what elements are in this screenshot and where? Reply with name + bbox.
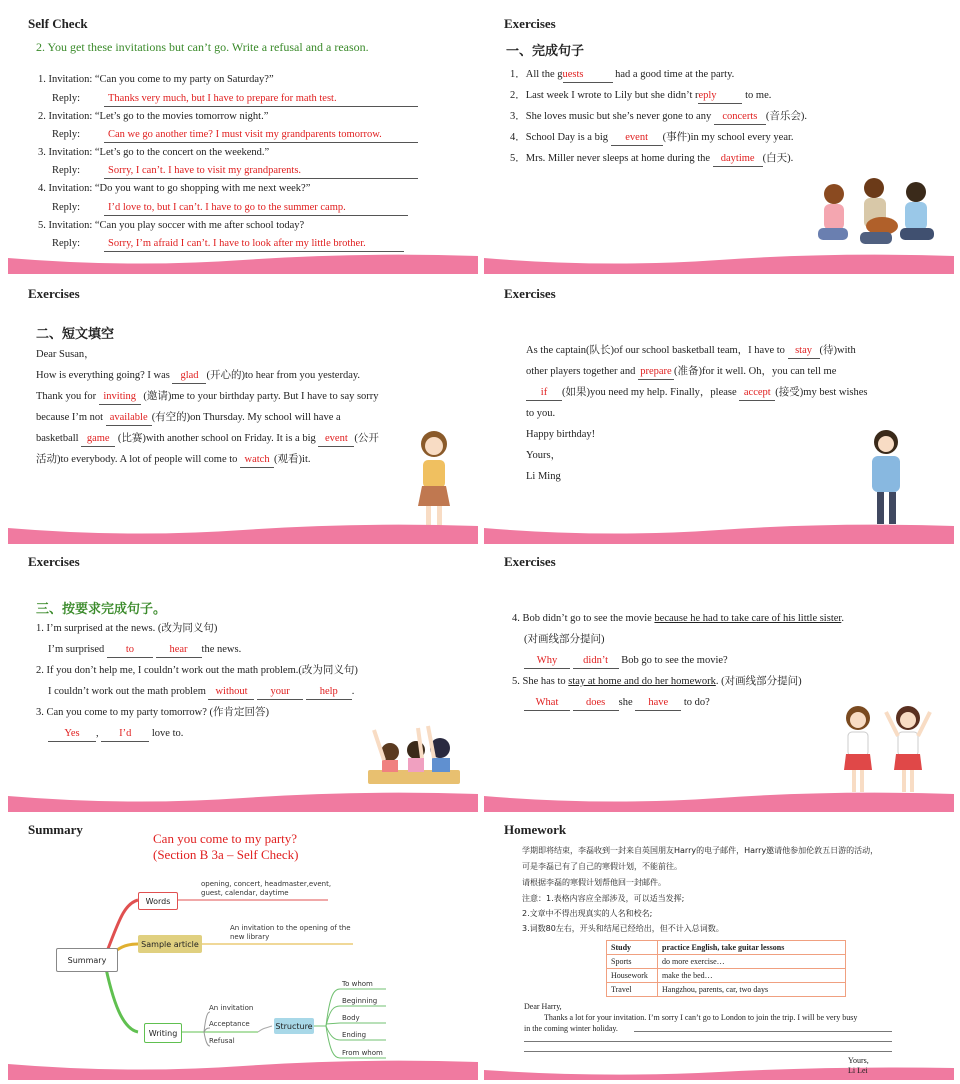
slide-exercises-2 bbox=[8, 278, 478, 544]
reply-2: Can we go another time? I must visit my grandparents tomorrow. bbox=[104, 128, 418, 143]
pink-wave-decoration bbox=[8, 250, 478, 274]
structure-item-5: From whom bbox=[342, 1049, 383, 1057]
mindmap-root: Summary bbox=[56, 948, 118, 972]
structure-item-4: Ending bbox=[342, 1031, 367, 1039]
slide-exercises-3 bbox=[484, 278, 954, 544]
letter-line-5: 活动)to everybody. A lot of people will come to watch (观看)it. bbox=[36, 453, 311, 468]
letter-line-4: basketball game (比赛)with another school on Friday. It is a big event (公开 bbox=[36, 432, 379, 447]
students-raising-hands-illustration bbox=[364, 722, 464, 794]
homework-paragraph-3: 请根据李磊的寒假计划帮他回一封邮件。 bbox=[522, 878, 666, 887]
question-3: 3. Can you come to my party tomorrow? (作肯定回答) bbox=[36, 707, 269, 718]
sentence-4: 4．School Day is a big event (事件)in my school every year. bbox=[510, 131, 794, 146]
sentence-3: 3．She loves music but she’s never gone to any concerts (音乐会). bbox=[510, 110, 807, 125]
pink-wave-decoration bbox=[484, 1056, 954, 1080]
sentence-5: 5．Mrs. Miller never sleeps at home during the daytime (白天). bbox=[510, 152, 793, 167]
mindmap-writing: Writing bbox=[144, 1023, 182, 1043]
slide-exercises-1 bbox=[484, 8, 954, 274]
sentence-1: 1．All the guests had a good time at the party. bbox=[510, 68, 734, 83]
pink-wave-decoration bbox=[8, 520, 478, 544]
sentence-2: 2．Last week I wrote to Lily but she didn’t reply to me. bbox=[510, 89, 771, 104]
letter-line-1: How is everything going? I was glad (开心的)to hear from you yesterday. bbox=[36, 369, 360, 384]
reply-label: Reply: bbox=[52, 93, 80, 104]
answer-1: I’m surprised to hear the news. bbox=[48, 643, 241, 658]
answer-2: I couldn’t work out the math problem without your help . bbox=[48, 685, 354, 700]
answer-4: Why didn’t Bob go to see the movie? bbox=[524, 654, 728, 669]
sample-detail-1: An invitation to the opening of the bbox=[230, 924, 351, 932]
reply-3: Sorry, I can’t. I have to visit my grandparents. bbox=[104, 164, 418, 179]
table-row: Housework make the bed… bbox=[607, 969, 846, 983]
writing-line bbox=[524, 1041, 892, 1042]
reply-label: Reply: bbox=[52, 238, 80, 249]
pink-wave-decoration bbox=[484, 250, 954, 274]
letter-line-2: other players together and prepare (准备)for it well. Oh，you can tell me bbox=[526, 365, 836, 380]
structure-item-3: Body bbox=[342, 1014, 360, 1022]
slide-self-check bbox=[8, 8, 478, 274]
email-greeting: Dear Harry, bbox=[524, 1002, 562, 1011]
words-detail-1: opening, concert, headmaster,event, bbox=[201, 880, 332, 888]
words-detail-2: guest, calendar, daytime bbox=[201, 889, 289, 897]
email-body-1: Thanks a lot for your invitation. I’m sorry I can’t go to London to join the trip. I will be very busy bbox=[544, 1013, 858, 1022]
mindmap-words: Words bbox=[138, 892, 178, 910]
homework-note-2: 2.文章中不得出现真实的人名和校名; bbox=[522, 909, 653, 918]
slide-title: Exercises bbox=[504, 554, 556, 569]
table-row: Sports do more exercise… bbox=[607, 955, 846, 969]
invitation-4: 4. Invitation: “Do you want to go shopping with me next week?” bbox=[38, 183, 311, 194]
slide-title: Self Check bbox=[28, 16, 88, 31]
slide-summary bbox=[8, 814, 478, 1080]
mindmap-sample-article: Sample article bbox=[138, 935, 202, 953]
letter-line-3: if (如果)you need my help. Finally，please accept (接受)my best wishes bbox=[526, 386, 867, 401]
students-guitar-illustration bbox=[804, 176, 944, 260]
answer-3: Yes , I’d love to. bbox=[48, 727, 183, 742]
email-body-2: in the coming winter holiday. bbox=[524, 1024, 618, 1033]
section-heading: 二、短文填空 bbox=[36, 327, 115, 342]
writing-line bbox=[634, 1031, 892, 1032]
question-4: 4. Bob didn’t go to see the movie because he had to take care of his little sister. bbox=[512, 613, 844, 624]
reply-label: Reply: bbox=[52, 129, 80, 140]
letter-signature: Li Ming bbox=[526, 471, 561, 482]
invitation-3: 3. Invitation: “Let’s go to the concert on the weekend.” bbox=[38, 147, 270, 158]
section-heading: 一、完成句子 bbox=[506, 44, 585, 59]
summary-subheading: (Section B 3a – Self Check) bbox=[153, 847, 299, 862]
email-closing: Yours, bbox=[848, 1056, 869, 1065]
letter-line-1: As the captain(队长)of our school basketball team，I have to stay (待)with bbox=[526, 344, 856, 359]
slide-title: Exercises bbox=[28, 554, 80, 569]
slide-title: Exercises bbox=[504, 286, 556, 301]
structure-item-2: Beginning bbox=[342, 997, 378, 1005]
pink-wave-decoration bbox=[484, 520, 954, 544]
reply-label: Reply: bbox=[52, 202, 80, 213]
invitation-1: 1. Invitation: “Can you come to my party on Saturday?” bbox=[38, 74, 274, 85]
question-2: 2. If you don’t help me, I couldn’t work out the math problem.(改为同义句) bbox=[36, 665, 358, 676]
letter-greeting: Dear Susan， bbox=[36, 349, 95, 360]
summary-heading: Can you come to my party? bbox=[153, 831, 298, 846]
slide-title: Exercises bbox=[28, 286, 80, 301]
slide-title: Exercises bbox=[504, 16, 556, 31]
reply-label: Reply: bbox=[52, 165, 80, 176]
writing-item-1: An invitation bbox=[209, 1004, 254, 1012]
table-row: Travel Hangzhou, parents, car, two days bbox=[607, 983, 846, 997]
email-signature: Li Lei bbox=[848, 1066, 868, 1075]
answer-5: What does she have to do? bbox=[524, 696, 710, 711]
slide-exercises-5 bbox=[484, 546, 954, 812]
homework-note-3: 3.词数80左右，开头和结尾已经给出，但不计入总词数。 bbox=[522, 924, 724, 933]
reply-4: I’d love to, but I can’t. I have to go to the summer camp. bbox=[104, 201, 408, 216]
writing-line bbox=[524, 1051, 892, 1052]
letter-line-5: Happy birthday! bbox=[526, 429, 596, 440]
letter-closing: Yours， bbox=[526, 450, 562, 461]
homework-paragraph-1: 学期即将结束，李磊收到一封来自英国朋友Harry的电子邮件，Harry邀请他参加伦敦五日游的活动， bbox=[522, 846, 879, 855]
invitation-5: 5. Invitation: “Can you play soccer with me after school today? bbox=[38, 220, 305, 231]
slide-exercises-4 bbox=[8, 546, 478, 812]
sample-detail-2: new library bbox=[230, 933, 270, 941]
question-1: 1. I’m surprised at the news. (改为同义句) bbox=[36, 623, 218, 634]
homework-note-1: 注意：1.表格内容应全部涉及，可以适当发挥; bbox=[522, 894, 685, 903]
slide-title: Homework bbox=[504, 822, 567, 837]
pink-wave-decoration bbox=[8, 1056, 478, 1080]
letter-line-4: to you. bbox=[526, 408, 556, 419]
mindmap-structure: Structure bbox=[274, 1018, 314, 1034]
girl-illustration bbox=[862, 428, 910, 532]
homework-paragraph-2: 可是李磊已有了自己的寒假计划，不能前往。 bbox=[522, 862, 682, 871]
reply-1: Thanks very much, but I have to prepare for math test. bbox=[104, 92, 418, 107]
girl-illustration bbox=[410, 428, 458, 532]
writing-item-3: Refusal bbox=[209, 1037, 235, 1045]
slide-homework bbox=[484, 814, 954, 1080]
writing-item-2: Acceptance bbox=[209, 1020, 250, 1028]
two-girls-illustration bbox=[830, 702, 940, 802]
pink-wave-decoration bbox=[8, 788, 478, 812]
question-note: (对画线部分提问) bbox=[524, 634, 605, 645]
structure-item-1: To whom bbox=[342, 980, 373, 988]
slide-title: Summary bbox=[28, 822, 83, 837]
letter-line-3: because I’m not available (有空的)on Thursday. My school will have a bbox=[36, 411, 341, 426]
letter-line-2: Thank you for inviting (邀请)me to your birthday party. But I have to say sorry bbox=[36, 390, 379, 405]
question-5: 5. She has to stay at home and do her homework. (对画线部分提问) bbox=[512, 676, 802, 687]
reply-5: Sorry, I’m afraid I can’t. I have to look after my little brother. bbox=[104, 237, 404, 252]
table-row: Study practice English, take guitar lessons bbox=[607, 941, 846, 955]
holiday-plan-table bbox=[606, 940, 846, 997]
pink-wave-decoration bbox=[484, 788, 954, 812]
section-heading: 三、按要求完成句子。 bbox=[36, 602, 167, 617]
invitation-2: 2. Invitation: “Let’s go to the movies tomorrow night.” bbox=[38, 111, 269, 122]
prompt: 2. You get these invitations but can’t go. Write a refusal and a reason. bbox=[36, 40, 369, 54]
mindmap-connectors bbox=[8, 814, 478, 1080]
